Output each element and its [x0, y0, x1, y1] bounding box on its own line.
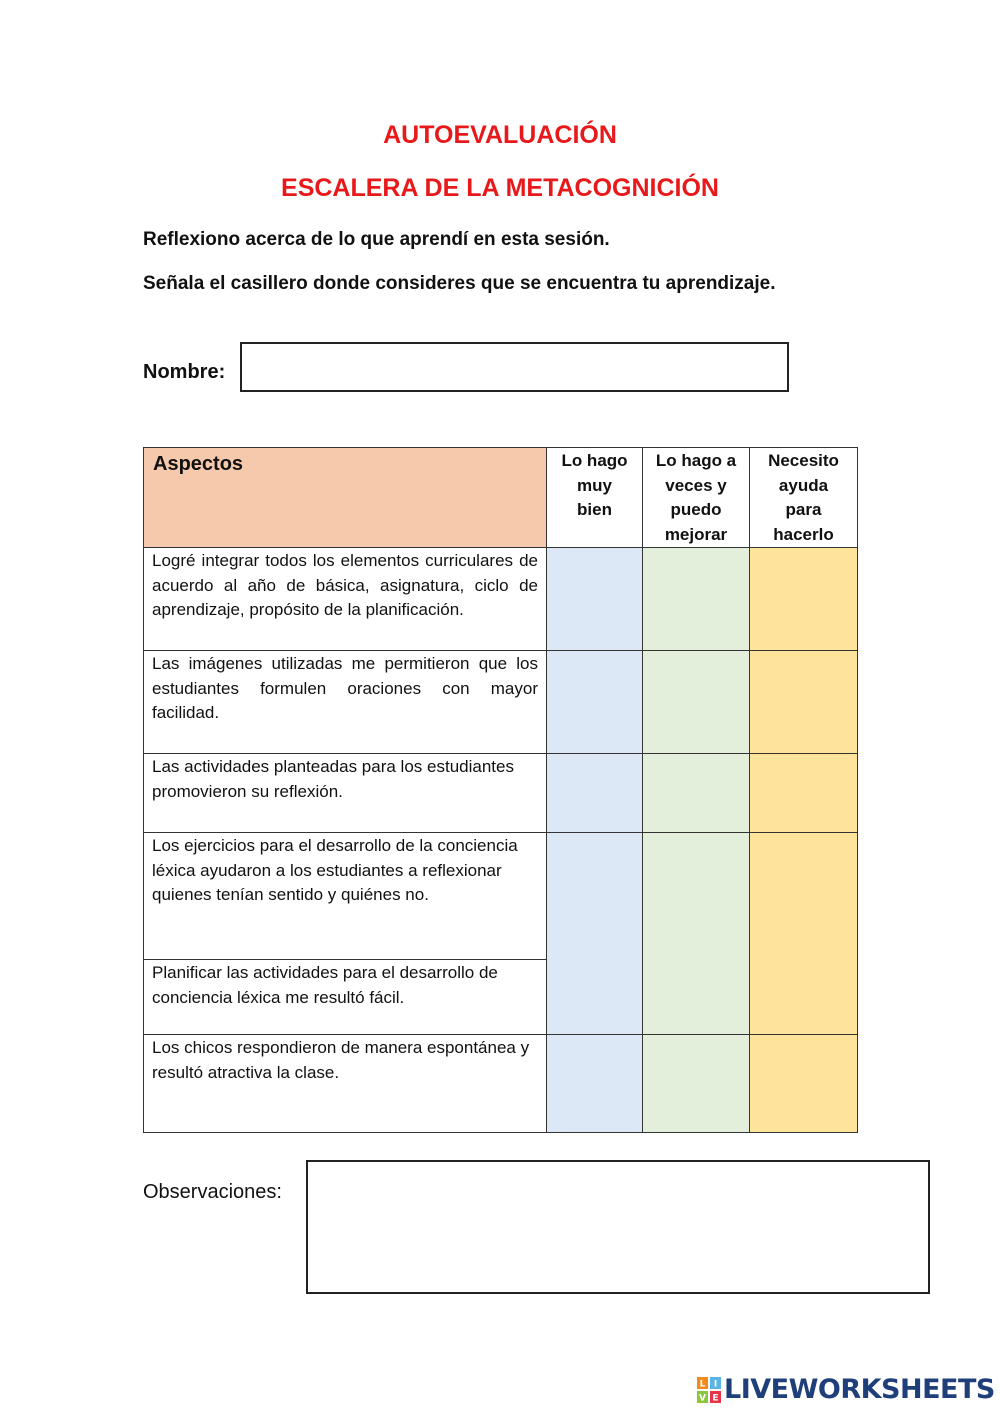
- table-row: [144, 754, 858, 833]
- table-row: [144, 548, 858, 651]
- table-row: [144, 1035, 858, 1133]
- cell-a-veces[interactable]: [643, 833, 750, 1035]
- aspect-text: Planificar las actividades para el desarrollo de conciencia léxica me resultó fácil.: [144, 960, 547, 1035]
- page-title: AUTOEVALUACIÓN: [383, 121, 617, 149]
- cell-necesito-ayuda[interactable]: [750, 1035, 858, 1133]
- name-input[interactable]: [240, 342, 789, 392]
- observations-input[interactable]: [306, 1160, 930, 1294]
- cell-necesito-ayuda[interactable]: [750, 754, 858, 833]
- logo-letter-v: V: [699, 1393, 706, 1403]
- cell-muy-bien[interactable]: [547, 651, 643, 754]
- aspect-text: Los chicos respondieron de manera espontánea y resultó atractiva la clase.: [144, 1035, 547, 1133]
- aspect-text: Logré integrar todos los elementos curriculares de acuerdo al año de básica, asignatura, ciclo de aprendizaje, propósito de la planificación.: [144, 548, 547, 651]
- header-necesito-ayuda: [750, 448, 858, 548]
- header-lo-hago-a-veces: [643, 448, 750, 548]
- header-col2-label: Lo hago a veces y puedo mejorar: [655, 451, 737, 544]
- cell-a-veces[interactable]: [643, 1035, 750, 1133]
- cell-a-veces[interactable]: [643, 548, 750, 651]
- aspect-text: Las imágenes utilizadas me permitieron que los estudiantes formulen oraciones con mayor facilidad.: [144, 651, 547, 754]
- logo-letter-l: L: [699, 1379, 706, 1389]
- cell-muy-bien[interactable]: [547, 548, 643, 651]
- page-subtitle: ESCALERA DE LA METACOGNICIÓN: [281, 174, 719, 202]
- brand-footer: [697, 1374, 995, 1405]
- liveworksheets-logo-icon: [697, 1377, 721, 1403]
- cell-muy-bien[interactable]: [547, 833, 643, 1035]
- cell-necesito-ayuda[interactable]: [750, 651, 858, 754]
- header-aspectos: Aspectos: [144, 448, 547, 548]
- aspect-text: Los ejercicios para el desarrollo de la conciencia léxica ayudaron a los estudiantes a reflexionar quienes tenían sentido y quiénes no.: [144, 833, 547, 960]
- cell-necesito-ayuda[interactable]: [750, 548, 858, 651]
- observations-label: Observaciones:: [143, 1181, 282, 1203]
- logo-letter-e: E: [712, 1393, 719, 1403]
- header-col3-label: Necesito ayuda para hacerlo: [768, 451, 839, 544]
- header-lo-hago-muy-bien: [547, 448, 643, 548]
- header-col1-label: Lo hago muy bien: [561, 451, 628, 519]
- table-header-row: [144, 448, 858, 548]
- brand-name: LIVEWORKSHEETS: [724, 1374, 995, 1405]
- instruction-reflect: Reflexiono acerca de lo que aprendí en esta sesión.: [143, 229, 610, 250]
- table-row: [144, 833, 858, 960]
- table-row: [144, 651, 858, 754]
- self-assessment-table: [143, 447, 858, 1133]
- name-label: Nombre:: [143, 361, 226, 383]
- logo-letter-i: I: [713, 1379, 718, 1389]
- instruction-mark: Señala el casillero donde consideres que se encuentra tu aprendizaje.: [143, 273, 776, 294]
- aspect-text: Las actividades planteadas para los estudiantes promovieron su reflexión.: [144, 754, 547, 833]
- cell-a-veces[interactable]: [643, 754, 750, 833]
- cell-muy-bien[interactable]: [547, 754, 643, 833]
- cell-muy-bien[interactable]: [547, 1035, 643, 1133]
- cell-necesito-ayuda[interactable]: [750, 833, 858, 1035]
- cell-a-veces[interactable]: [643, 651, 750, 754]
